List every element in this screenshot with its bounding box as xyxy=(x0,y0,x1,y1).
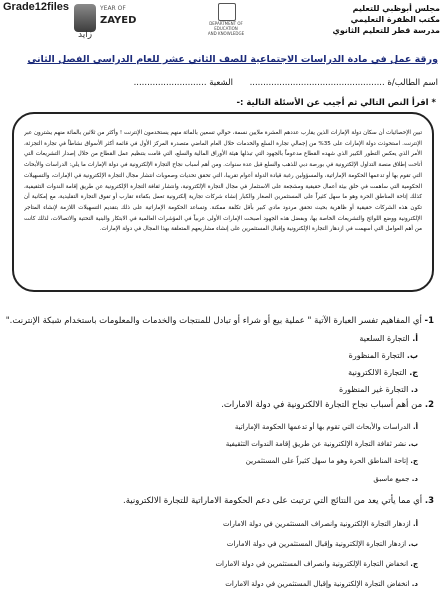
q3-option-b[interactable] xyxy=(28,540,418,548)
ministry-line: AND KNOWLEDGE xyxy=(207,31,245,36)
option-text: التجارة المنظورة xyxy=(348,351,405,360)
option-text: التجارة غير المنظورة xyxy=(339,385,409,394)
site-watermark: Grade12files xyxy=(3,1,70,13)
school-council: مجلس أبوظبي للتعليم xyxy=(352,4,440,13)
zayed-name-en: ZAYED xyxy=(100,15,137,26)
worksheet-title: ورقة عمل في مادة الدراسات الاجتماعية للصف الثاني عشر للعام الدراسي الفصل الثاني xyxy=(27,54,438,65)
q1-option-d[interactable] xyxy=(28,385,418,394)
question-2 xyxy=(19,400,434,410)
zayed-year-label: YEAR OF xyxy=(100,5,126,12)
question-3 xyxy=(19,496,434,506)
option-letter: ب. xyxy=(408,440,418,448)
question-text: من أهم أسباب نجاح التجارة الالكترونية في دولة الامارات. xyxy=(221,400,423,410)
zayed-name-ar: زايد xyxy=(78,30,93,40)
question-number: 3. xyxy=(424,496,434,506)
option-text: ازدهار التجارة الإلكترونية وإقبال المستثمرين في دولة الامارات xyxy=(226,540,407,548)
option-text: انخفاض التجارة الإلكترونية وانصراف المستثمرين في دولة الامارات xyxy=(215,560,409,568)
year-of-zayed-logo xyxy=(74,4,144,40)
q3-option-c[interactable] xyxy=(28,560,418,568)
q1-option-c[interactable] xyxy=(28,368,418,377)
reading-instruction: * اقرأ النص التالي ثم أجيب عن الأسئلة التالية :- xyxy=(236,98,436,108)
option-text: الدراسات والأبحاث التي تقوم بها أو تدعمها الحكومة الإماراتية xyxy=(234,423,411,431)
q2-option-a[interactable] xyxy=(28,423,418,431)
q2-option-b[interactable] xyxy=(28,440,418,448)
option-text: نشر ثقافة التجارة الإلكترونية عن طريق إقامة الندوات التثقيفية xyxy=(225,440,407,448)
passage-box xyxy=(12,112,434,292)
option-letter: ج. xyxy=(410,457,418,465)
question-number: 2. xyxy=(424,400,434,410)
ministry-line: DEPARTMENT OF EDUCATION xyxy=(209,21,243,31)
q2-option-d[interactable] xyxy=(28,475,418,483)
q1-option-b[interactable] xyxy=(28,351,418,360)
option-text: إتاحة المناطق الحرة وهو ما سهل كثيراً على المستثمرين xyxy=(245,457,409,465)
question-text: أي المفاهيم تفسر العبارة الآتية " عملية بيع أو شراء أو تبادل للمنتجات والخدمات والمعلومات باستخدام شبكة الإنترنت." xyxy=(5,316,422,326)
option-letter: د. xyxy=(411,580,418,588)
option-text: التجارة الالكترونية xyxy=(348,368,407,377)
question-1 xyxy=(5,316,434,326)
school-name: مدرسة قطر للتعليم الثانوي xyxy=(332,26,440,35)
option-text: انخفاض التجارة الإلكترونية وإقبال المستثمرين في دولة الامارات xyxy=(225,580,410,588)
option-letter: ج. xyxy=(410,560,418,568)
passage-text: تبين الإحصائيات أن سكان دولة الإمارات الذين يقارب عددهم العشرة ملايين نسمة، حوالي تسعين بالمائة منهم يستخدمون الإنترنت ! وأكثر من ثلاثين بالمائة منهم يشترون عبر الإنترنت. استحوذت دولة الإمارات على 35% من إجمالي تجارة السلع والخدمات خلال العام الماضي متصدرة المركز الأول في قائمة أكثر الأسواق نشاطاً في تجارة التجزئة، الأمر الذي يعكس التطور الكبير الذي شهده القطاع مدعوماً بالجهود التي تبذلها هيئة الأوراق المالية والسلع، التي قامت بتنظيم عمل القطاع من خلال إصدار التشريعات التي أتاحت إطلاق منصة التداول الإلكترونية في بورصة دبي للذهب والسلع قبل عدة سنوات. ومن أهم أسباب نجاح التجارة الإلكترونية في دولة الإمارات ما يلي: الدراسات والأبحاث التي تقوم بها أو تدعمها الحكومة الإماراتية، والمسؤولين رغبة قيادة الدولة أعوام تقريبا، التي تحقق تحديات وصعوبات انتشار مجال التجارة الإلكترونية في الإمارات، والتسهيلات الحكومية التي ساهمت في خلق بيئة أعمال حقيقية ومشجعة على الاستثمار في مجال التجارة الإلكترونية، وانتشار ثقافة التجارة الإلكترونية عن طريق إقامة الندوات التثقيفية، كذلك إتاحة المناطق الحرة وهو ما سهل كثيراً على المستثمرين الصغار والكبار إنشاء شركات تجارية إلكترونية تعمل بكفاءة تقارب أو تفوق التجارة التقليدية، مع إمكانية أن تكون هذه الشركات حقيقية أو ظاهرية بحيث تحقق مردود مادي كبير بأقل تكلفة ممكنة. وتساعد الحكومة الإماراتية على ذلك بتقديم التسهيلات اللازمة لإنشاء المتاجر الإلكترونية ووضع اللوائح والتشريعات الخاصة بها، وبفضل هذه الجهود أصبحت الإمارات الأولى عربياً في المؤشرات العالمية في الابتكار والبنية التحتية والاتصالات، لذلك كانت من أهم العوامل التي أسهمت في ازدهار التجارة الإلكترونية وإقبال المستثمرين على إنشاء مشاريعهم المتعلقة بهذا المجال في دولة الإمارات. xyxy=(24,130,422,233)
q1-option-a[interactable] xyxy=(28,334,418,343)
question-number: 1- xyxy=(424,316,434,326)
option-letter: أ. xyxy=(412,334,418,343)
q2-option-c[interactable] xyxy=(28,457,418,465)
option-letter: أ. xyxy=(412,520,418,528)
section-field[interactable]: الشعبة ........................... xyxy=(133,78,233,88)
option-text: جميع ماسبق xyxy=(373,475,410,483)
ministry-name xyxy=(198,21,254,36)
option-text: ازدهار التجارة الإلكترونية وانصراف المستثمرين في دولة الامارات xyxy=(223,520,411,528)
ministry-emblem-icon xyxy=(218,3,236,21)
student-name-field[interactable]: اسم الطالب/ة .................................................. xyxy=(249,78,438,88)
q3-option-a[interactable] xyxy=(28,520,418,528)
option-letter: د. xyxy=(411,475,418,483)
question-text: أي مما يأتي يعد من النتائج التي ترتبت على دعم الحكومة الاماراتية للتجارة الالكترونية. xyxy=(123,496,423,506)
option-text: التجارة السلعية xyxy=(359,334,410,343)
ministry-logo xyxy=(198,3,254,37)
zayed-portrait-icon xyxy=(74,4,96,32)
option-letter: ب. xyxy=(406,351,418,360)
school-header xyxy=(320,3,440,36)
school-office: مكتب الظفرة التعليمي xyxy=(350,15,440,24)
option-letter: ج. xyxy=(409,368,418,377)
option-letter: أ. xyxy=(412,423,418,431)
option-letter: د. xyxy=(410,385,418,394)
option-letter: ب. xyxy=(408,540,418,548)
q3-option-d[interactable] xyxy=(28,580,418,588)
